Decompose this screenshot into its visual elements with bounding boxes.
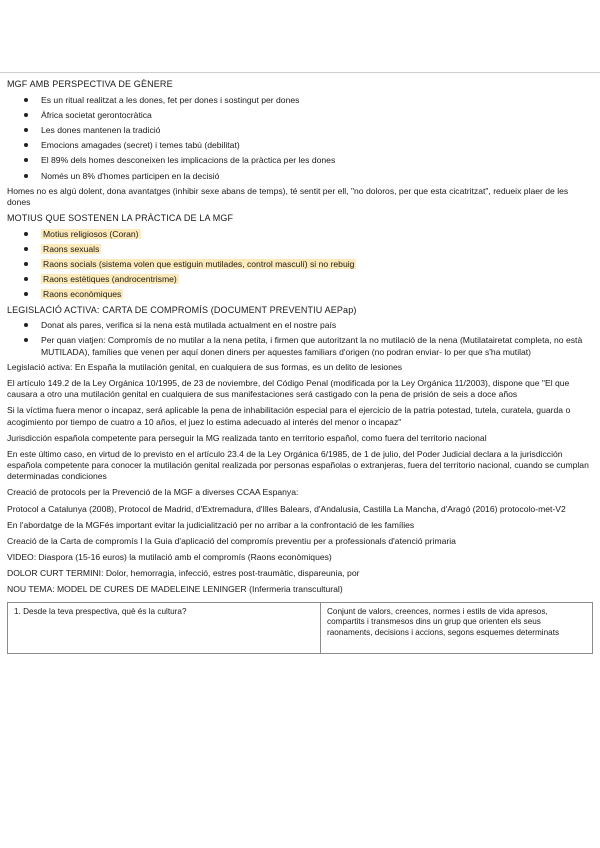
- bullet-icon: [24, 143, 28, 147]
- bullet-icon: [24, 113, 28, 117]
- list-item: [7, 244, 593, 255]
- bullet-icon: [24, 262, 28, 266]
- paragraph-nou-tema: NOU TEMA: MODEL DE CURES DE MADELEINE LENINGER (Infermeria transcultural): [7, 584, 343, 595]
- bullet-icon: [24, 323, 28, 327]
- paragraph-dolor: DOLOR CURT TERMINI: Dolor, hemorragia, infecció, estres post-traumàtic, dispareunia, por: [7, 568, 360, 579]
- section-heading-mgf-gender: MGF AMB PERSPECTIVA DE GÈNERE: [7, 79, 173, 89]
- bullet-list-motius: [7, 229, 593, 301]
- list-item: [7, 125, 593, 136]
- list-item: [7, 335, 593, 357]
- list-item: [7, 110, 593, 121]
- bullet-icon: [24, 232, 28, 236]
- paragraph-articulo-23: En este último caso, en virtud de lo previsto en el artículo 23.4 de la Ley Orgánica 6/1985, de 1 de julio, del Poder Judicial declara a la jurisdicción española competente para conocer la mutilación genital realizada por personas españolas o extranjeras, fuera del territorio nacional, cuando se cumplan determinadas condiciones: [7, 448, 589, 482]
- list-item: [7, 140, 593, 151]
- list-item: [7, 229, 593, 240]
- highlighted-text: Raons sexuals: [43, 243, 100, 254]
- bullet-icon: [24, 128, 28, 132]
- paragraph-protocols-list: Protocol a Catalunya (2008), Protocol de Madrid, d'Extremadura, d'Illes Balears, d'Andalusia, Castilla La Mancha, d'Aragó (2016) protocolo-met-V2: [7, 503, 566, 514]
- bullet-icon: [24, 158, 28, 162]
- list-item-text: Només un 8% d'homes participen en la decisió: [41, 170, 220, 181]
- paragraph-video: VIDEO: Diaspora (15-16 euros) la mutilació amb el compromís (Raons econòmiques): [7, 552, 332, 563]
- highlighted-text: Motius religiosos (Coran): [43, 228, 139, 239]
- paragraph-protocols-title: Creació de protocols per la Prevenció de la MGF a diverses CCAA Espanya:: [7, 487, 299, 498]
- highlighted-text: Raons estètiques (androcentrisme): [43, 274, 177, 285]
- list-item-text: El 89% dels homes desconeixen les implicacions de la pràctica per les dones: [41, 155, 336, 166]
- highlighted-text: Raons econòmiques: [43, 289, 122, 300]
- list-item-text: Per quan viatjen: Compromís de no mutilar a la nena petita, i firmen que autoritzant la no mutilació de la nena (Mutilatairetat completa, no està MUTILADA), famílies que venen per aquí donen diners per aquestes familiars d'origen (no podran enviar- lo per que s'ha mutilat): [41, 335, 583, 357]
- bullet-icon: [24, 292, 28, 296]
- paragraph-articulo-149: El artículo 149.2 de la Ley Orgánica 10/1995, de 23 de noviembre, del Código Penal (modificada por la Ley Orgánica 11/2003), dispone que "El que causara a otro una mutilación genital en cualquiera de sus manifestaciones será castigado con la pena de prisión de seis a doce años: [7, 377, 570, 400]
- answer-cell: Conjunt de valors, creences, normes i estils de vida apresos, compartits i transmesos dins un grup que orienten els seus raonaments, decisions i accions, segons esquemes determinats: [321, 602, 593, 653]
- paragraph-legislacio-activa: Legislació activa: En España la mutilación genital, en cualquiera de sus formas, es un delito de lesiones: [7, 361, 403, 372]
- section-heading-legislacio: LEGISLACIÓ ACTIVA: CARTA DE COMPROMÍS (DOCUMENT PREVENTIU AEPap): [7, 304, 357, 315]
- paragraph-jurisdiccion: Jurisdicción española competente para perseguir la MG realizada tanto en territorio español, como fuera del territorio nacional: [7, 432, 487, 443]
- document-body: [7, 79, 593, 654]
- bullet-icon: [24, 338, 28, 342]
- list-item: [7, 95, 593, 106]
- list-item-text: Les dones mantenen la tradició: [41, 125, 161, 136]
- list-item: [7, 274, 593, 285]
- highlighted-text: Raons socials (sistema volen que estiguin mutilades, control masculí) si no rebuig: [43, 259, 355, 270]
- paragraph-abordatge: En l'abordatge de la MGFés important evitar la judicialització per no arribar a la confrontació de les famílies: [7, 519, 415, 530]
- page-top-divider: [0, 72, 600, 73]
- list-item: [7, 155, 593, 166]
- section-heading-motius: MOTIUS QUE SOSTENEN LA PRÀCTICA DE LA MGF: [7, 213, 234, 224]
- question-answer-table: [7, 602, 593, 654]
- paragraph-homes: Homes no es algú dolent, dona avantatges (inhibir sexe abans de temps), té sentit per ell, "no doloros, per que esta cicatritzat", redueix plaer de les dones: [7, 185, 569, 207]
- bullet-icon: [24, 277, 28, 281]
- bullet-icon: [24, 98, 28, 102]
- bullet-icon: [24, 247, 28, 251]
- list-item-text: Emocions amagades (secret) i temes tabú (debilitat): [41, 140, 240, 151]
- list-item-text: Àfrica societat gerontocràtica: [41, 109, 152, 120]
- list-item: [7, 289, 593, 300]
- paragraph-victima-menor: Si la víctima fuera menor o incapaz, será aplicable la pena de inhabilitación especial para el ejercicio de la patria potestad, tutela, curatela, guarda o acogimiento por tiempo de cuatro a 10 años, el juez lo estima adecuado al interés del menor o incapaz": [7, 405, 571, 427]
- list-item-text: Es un ritual realitzat a les dones, fet per dones i sostingut per dones: [41, 94, 300, 105]
- list-item: [7, 171, 593, 182]
- bullet-icon: [24, 174, 28, 178]
- paragraph-carta-compromis: Creació de la Carta de compromís I la Guia d'aplicació del compromís preventiu per a professionals d'atenció primaria: [7, 535, 456, 546]
- bullet-list-gender: [7, 95, 593, 182]
- question-cell: 1. Desde la teva prespectiva, què és la cultura?: [8, 602, 321, 653]
- bullet-list-legislacio: [7, 320, 593, 358]
- list-item: [7, 259, 593, 270]
- table-row: [8, 602, 593, 653]
- list-item: [7, 320, 593, 331]
- list-item-text: Donat als pares, verifica si la nena està mutilada actualment en el nostre país: [41, 320, 337, 331]
